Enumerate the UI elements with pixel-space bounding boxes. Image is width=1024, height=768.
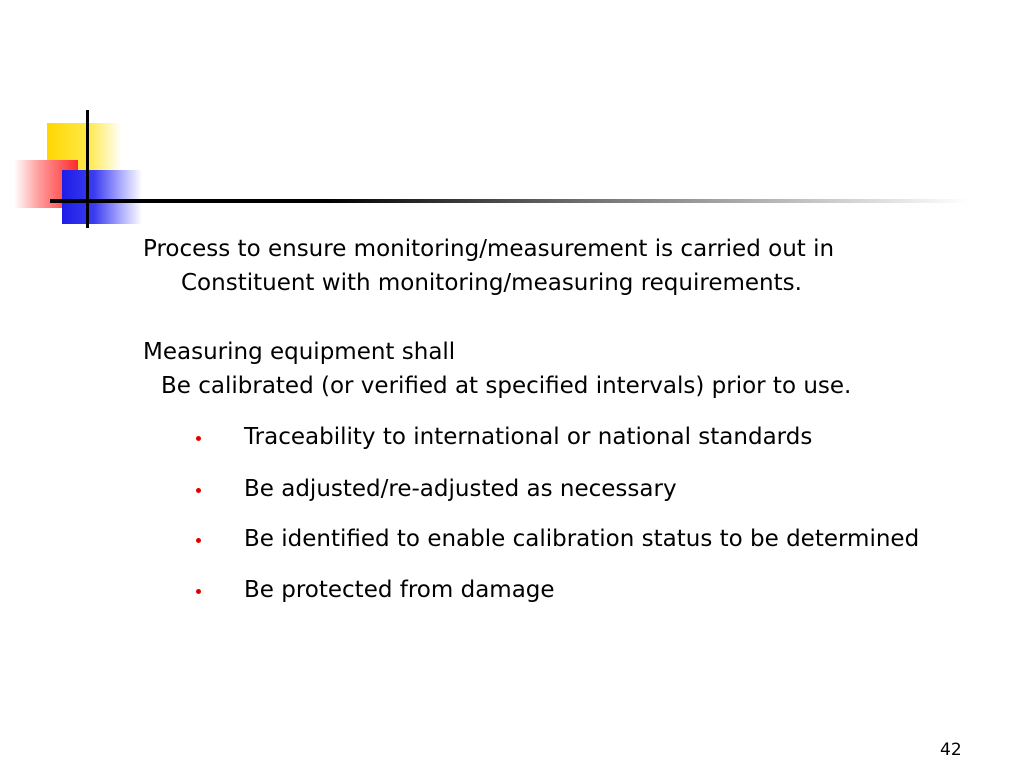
bullet-icon <box>196 488 201 493</box>
list-item-text: Traceability to international or national standards <box>244 424 813 450</box>
paragraph-2-line-2: Be calibrated (or verified at specified intervals) prior to use. <box>161 373 852 399</box>
paragraph-1-line-1: Process to ensure monitoring/measurement is carried out in <box>143 236 835 262</box>
bullet-icon <box>196 538 201 543</box>
bullet-icon <box>196 436 201 441</box>
list-item-text: Be protected from damage <box>244 577 555 603</box>
bullet-icon <box>196 589 201 594</box>
list-item-text: Be identified to enable calibration status to be determined <box>244 526 920 552</box>
list-item-text: Be adjusted/re-adjusted as necessary <box>244 476 677 502</box>
paragraph-1-line-2: Constituent with monitoring/measuring requirements. <box>181 270 802 296</box>
page-number: 42 <box>940 740 962 760</box>
paragraph-2-line-1: Measuring equipment shall <box>143 339 456 365</box>
